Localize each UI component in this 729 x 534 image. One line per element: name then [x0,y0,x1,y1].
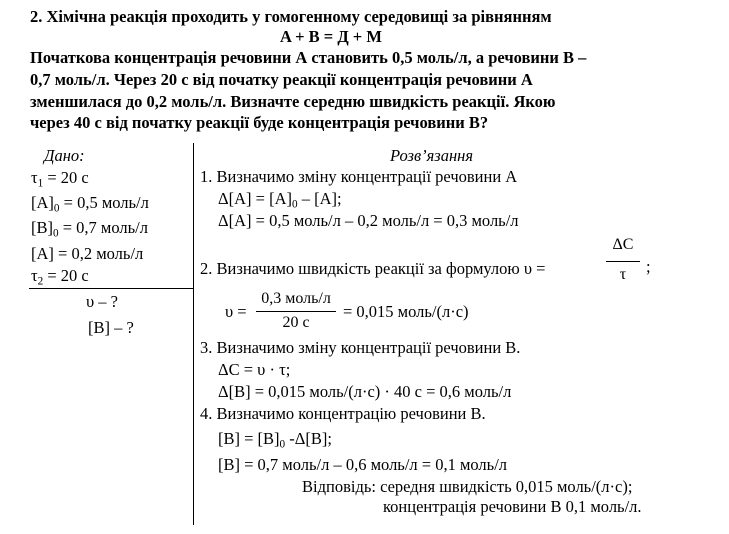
formula-numerator: ΔC [612,236,634,253]
find-item: [B] – ? [88,318,134,337]
step-heading: 3. Визначимо зміну концентрації речовини В. [200,338,521,357]
answer-line: Відповідь: середня швидкість 0,015 моль/(л·с); [302,477,633,496]
equation-line: $\Delta[A] = [A]_0 - [A]$; [218,189,342,211]
equation-line: Δ[B] = 0,015 моль/(л·с) · 40 с = 0,6 моль/л [218,382,512,401]
fraction-bar [256,311,336,312]
given-item: $[B]_0 = 0,7$ моль/л [31,218,148,240]
equation-line: [B] = 0,7 моль/л – 0,6 моль/л = 0,1 моль/л [218,455,508,474]
given-item: $\tau_1 = 20$ с [31,168,89,190]
step-heading: 4. Визначимо концентрацію речовини В. [200,404,486,423]
calc-rhs: = 0,015 моль/(л·с) [343,302,469,321]
problem-text-line: Початкова концентрація речовини А становить 0,5 моль/л, а речовини В – [30,48,587,67]
calc-denominator: 20 с [282,314,310,331]
given-item: $\tau_2 = 20$ с [31,266,89,288]
find-item: υ – ? [86,292,118,311]
equation-line: Δ[A] = 0,5 моль/л – 0,2 моль/л = 0,3 моль/л [218,211,519,230]
given-item: $[A]_0 = 0,5$ моль/л [31,193,149,215]
equation-line: $[B] = [B]_0$ -Δ[B]; [218,429,332,451]
equation-line: ΔC = υ · τ; [218,360,291,379]
step-heading: 2. Визначимо швидкість реакції за формулою υ = [200,259,546,278]
formula-terminator: ; [646,257,651,276]
problem-title: 2. Хімічна реакція проходить у гомогенному середовищі за рівнянням [30,7,552,26]
calc-lhs: υ = [225,302,247,321]
given-item: [A] = 0,2 моль/л [31,244,144,263]
solution-header: Розв’язання [390,146,474,165]
problem-text-line: зменшилася до 0,2 моль/л. Визначте середню швидкість реакції. Якою [30,92,556,111]
given-find-divider [29,288,193,289]
fraction-bar [606,261,640,262]
formula-denominator: τ [619,266,627,283]
given-header: Дано: [44,146,85,165]
step-heading: 1. Визначимо зміну концентрації речовини А [200,167,518,186]
problem-text-line: 0,7 моль/л. Через 20 с від початку реакції концентрація речовини А [30,70,533,89]
answer-line: концентрація речовини В 0,1 моль/л. [383,497,642,516]
problem-text-line: через 40 с від початку реакції буде концентрація речовини В? [30,113,489,132]
calc-numerator: 0,3 моль/л [261,290,331,307]
vertical-divider [193,143,194,525]
reaction-equation: A + B = Д + М [280,27,382,46]
